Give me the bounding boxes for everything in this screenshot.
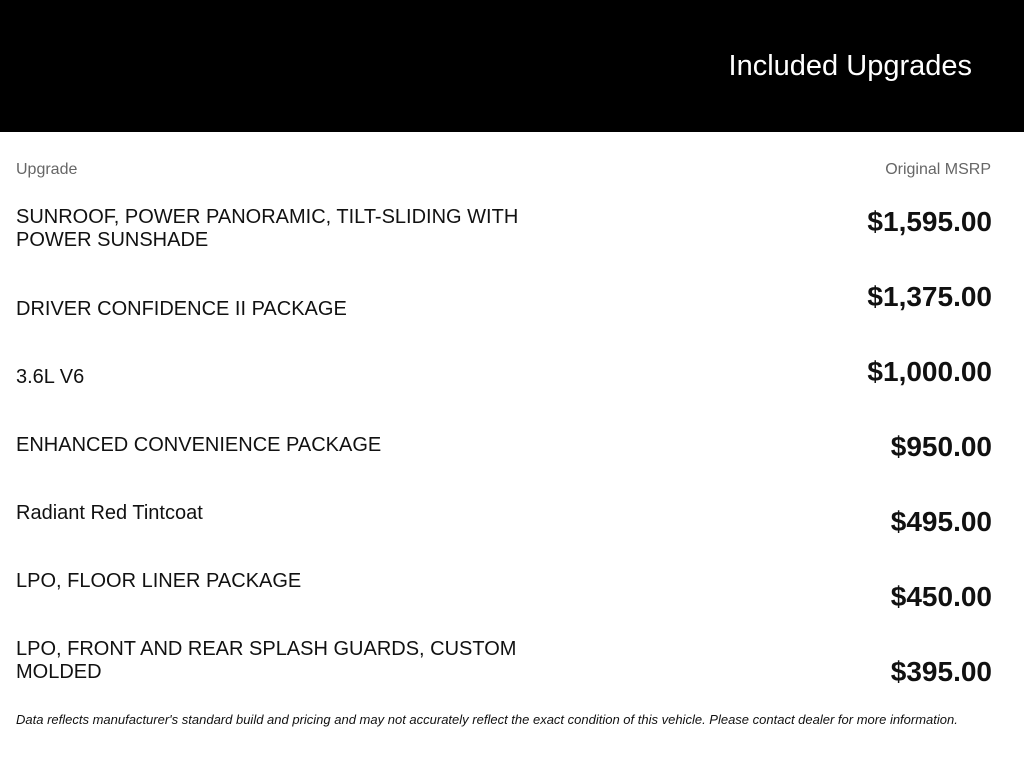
upgrade-name: LPO, FRONT AND REAR SPLASH GUARDS, CUSTOM MOLDED (16, 638, 517, 683)
table-row (16, 478, 556, 546)
msrp-price: $950.00 (890, 431, 992, 462)
upgrade-name: SUNROOF, POWER PANORAMIC, TILT-SLIDING WITH POWER SUNSHADE (16, 206, 519, 251)
table-row (16, 546, 556, 614)
msrp-price: $395.00 (890, 656, 992, 687)
msrp-price: $450.00 (890, 581, 992, 612)
msrp-price: $1,375.00 (867, 281, 992, 312)
msrp-price: $495.00 (890, 506, 992, 537)
upgrade-name: Radiant Red Tintcoat (16, 502, 203, 524)
upgrade-name: DRIVER CONFIDENCE II PACKAGE (16, 298, 347, 320)
table-row (16, 614, 556, 682)
column-header-msrp: Original MSRP (885, 161, 991, 178)
table-row (16, 410, 556, 478)
disclaimer-text: Data reflects manufacturer's standard build and pricing and may not accurately reflect the exact condition of this vehicle. Please contact dealer for more information. (16, 712, 958, 727)
upgrade-name: LPO, FLOOR LINER PACKAGE (16, 570, 302, 592)
msrp-price: $1,000.00 (867, 356, 992, 387)
upgrade-name: ENHANCED CONVENIENCE PACKAGE (16, 434, 382, 456)
upgrade-name-list (16, 206, 556, 682)
msrp-price-list (692, 204, 992, 729)
msrp-price: $1,595.00 (867, 206, 992, 237)
column-header-upgrade: Upgrade (16, 161, 78, 178)
table-row (16, 342, 556, 410)
page-title: Included Upgrades (728, 50, 972, 82)
header-banner (0, 0, 1024, 132)
upgrade-name: 3.6L V6 (16, 366, 85, 388)
table-row (16, 206, 556, 274)
table-row (16, 274, 556, 342)
